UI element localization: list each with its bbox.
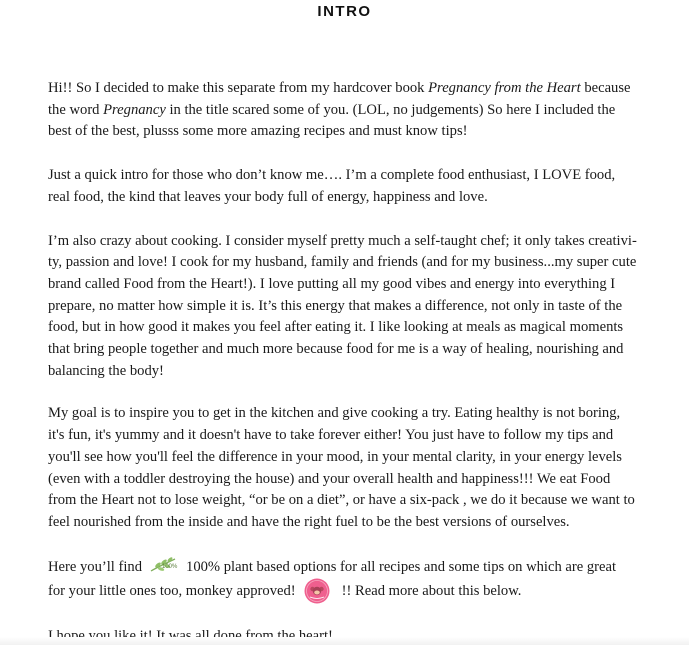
text-line: balancing the body! [48,362,164,379]
text-segment: for your little ones too, monkey approved! [48,583,296,600]
text-line [48,578,660,604]
text-line: prepare, no matter how simple it is. It’s this energy that makes a difference, not only in taste of the [48,297,623,314]
text-line: real food, the kind that leaves your body full of energy, happiness and love. [48,188,488,205]
intro-body [48,78,660,670]
text-segment: 100% plant based options for all recipes and some tips on which are great [186,558,617,575]
text-segment: Here you’ll find [48,558,143,575]
text-line [48,78,660,100]
monkey-approved-icon [304,578,330,604]
text-segment: !! Read more about this below. [341,583,522,600]
paragraph-3 [48,231,660,383]
book-title: Pregnancy from the Heart [428,80,581,96]
emphasized-word: Pregnancy [103,101,166,118]
text-segment: the word [48,101,104,118]
paragraph-2 [48,165,660,208]
text-line: you'll see how you'll feel the difference in your mood, in your mental clarity, in your energy levels [48,448,622,465]
text-line [48,556,660,579]
text-line: feel nourished from the inside and have the right fuel to be the best versions of ourselves. [48,513,570,530]
text-line: My goal is to inspire you to get in the kitchen and give cooking a try. Eating healthy is not boring, [48,405,621,422]
text-line: it's fun, it's yummy and it doesn't have to take forever either! You just have to follow my tips and [48,427,614,444]
paragraph-1 [48,78,660,143]
plant-based-icon [148,556,180,574]
text-segment: in the title scared some of you. (LOL, no judgements) So here I included the [165,101,616,118]
text-line: that bring people together and much more because food for me is a way of healing, nourishing and [48,341,624,358]
text-line: I’m also crazy about cooking. I consider myself pretty much a self-taught chef; it only takes creativi- [48,232,637,249]
page-bottom-edge [0,637,689,645]
text-segment: because [580,80,631,96]
text-line: best of the best, plusss some more amazing recipes and must know tips! [48,123,468,140]
text-line [48,100,660,122]
svg-text:100%: 100% [162,563,178,570]
text-line: (even with a toddler destroying the house) and your overall health and happiness!!! We eat Food [48,470,611,487]
text-line: brand called Food from the Heart!). I love putting all my good vibes and energy into everything I [48,275,616,292]
text-line: ty, passion and love! I cook for my husband, family and friends (and for my business...my super cute [48,254,637,271]
paragraph-5 [48,556,660,605]
paragraph-4 [48,403,660,533]
text-line: from the Heart not to lose weight, “or be on a diet”, or have a six-pack , we do it because we want to [48,492,635,509]
text-line: food, but in how good it makes you feel after eating it. I like looking at meals as magical moments [48,319,624,336]
text-segment: Hi!! So I decided to make this separate from my hardcover book [48,80,429,96]
page-title: INTRO [317,3,372,20]
text-line: Just a quick intro for those who don’t know me…. I’m a complete food enthusiast, I LOVE food, [48,167,616,184]
